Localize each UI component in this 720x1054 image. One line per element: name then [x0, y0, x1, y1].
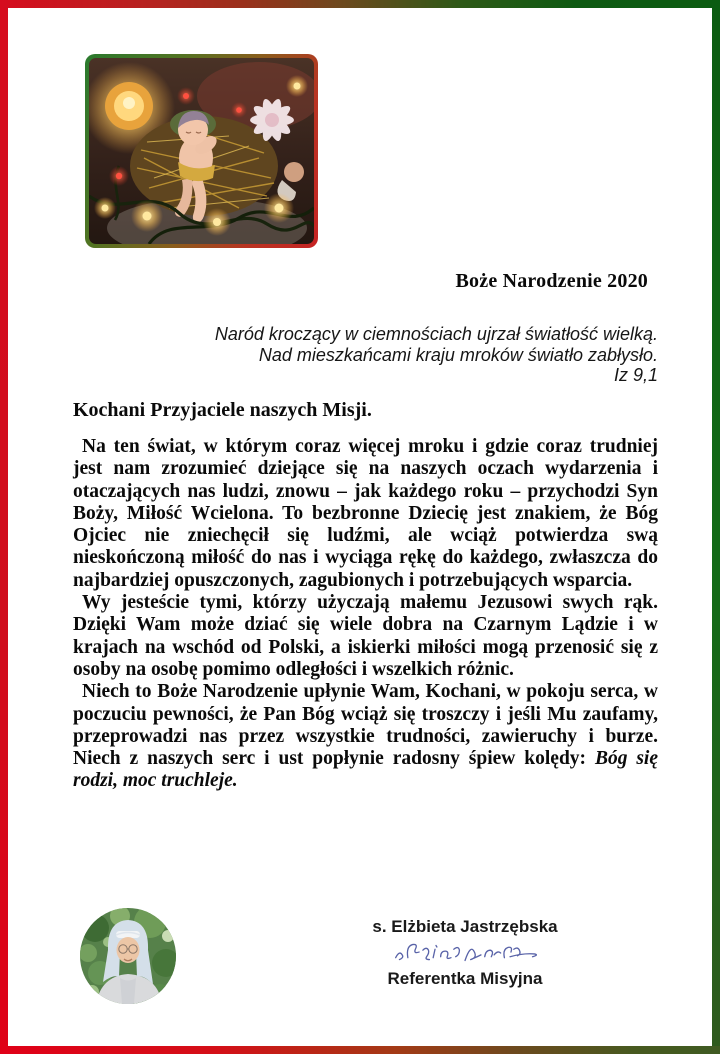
paragraph-2: Wy jesteście tymi, którzy użyczają małemu Jezusowi swych rąk. Dzięki Wam może dziać się wiele dobra na Czarnym Lądzie i w krajach na wschód od Polski, a iskierki miłości mogą przenosić się z osoby na osobę pomimo odległości i wszelkich różnic.	[73, 592, 658, 680]
page-border-right	[712, 0, 720, 1054]
salutation: Kochani Przyjaciele naszych Misji.	[73, 399, 372, 421]
sister-portrait-illustration	[80, 908, 176, 1004]
page-border-top	[0, 0, 720, 8]
quote-line-1: Naród kroczący w ciemnościach ujrzał światłość wielką.	[214, 324, 658, 344]
nativity-photo-frame	[85, 54, 318, 248]
nativity-photo-illustration	[89, 58, 314, 244]
carol-title: Bóg się rodzi, moc truchleje.	[73, 748, 658, 792]
nativity-photo	[89, 58, 314, 244]
letter-body	[73, 436, 658, 793]
signature-role: Referentka Misyjna	[387, 969, 543, 988]
signature-block	[320, 917, 610, 989]
quote-line-2: Nad mieszkańcami kraju mroków światło zabłysło.	[258, 344, 658, 365]
page-border-bottom	[0, 1046, 720, 1054]
paragraph-3	[73, 681, 658, 792]
sister-portrait-photo	[80, 908, 176, 1004]
paragraph-1: Na ten świat, w którym coraz więcej mroku i gdzie coraz trudniej jest nam zrozumieć dziejące się na naszych oczach wydarzenia i otaczających nas ludzi, znowu – jak każdego roku – przychodzi Syn Boży, Miłość Wcielona. To bezbronne Dziecię jest znakiem, że Bóg Ojciec nie zniechęcił się ludźmi, ale wciąż potwierdza swą nieskończoną miłość do nas i wyciąga rękę do każdego, zwłaszcza do najbardziej opuszczonych, zagubionych i potrzebujących wsparcia.	[73, 436, 658, 591]
quote-attribution: Iz 9,1	[613, 365, 658, 385]
page-title: Boże Narodzenie 2020	[455, 270, 648, 292]
page-border-left	[0, 0, 8, 1054]
handwritten-signature-image	[383, 938, 548, 968]
paragraph-3-text: Niech to Boże Narodzenie upłynie Wam, Kochani, w pokoju serca, w poczuciu pewności, że Pan Bóg wciąż się troszczy i jeśli Mu zaufamy, przeprowadzi nas przez wszystkie trudności, zawieruchy i burze. Niech z naszych serc i ust popłynie radosny śpiew kolędy:	[73, 681, 658, 770]
scripture-quote	[215, 324, 658, 386]
signature-name: s. Elżbieta Jastrzębska	[372, 917, 558, 936]
